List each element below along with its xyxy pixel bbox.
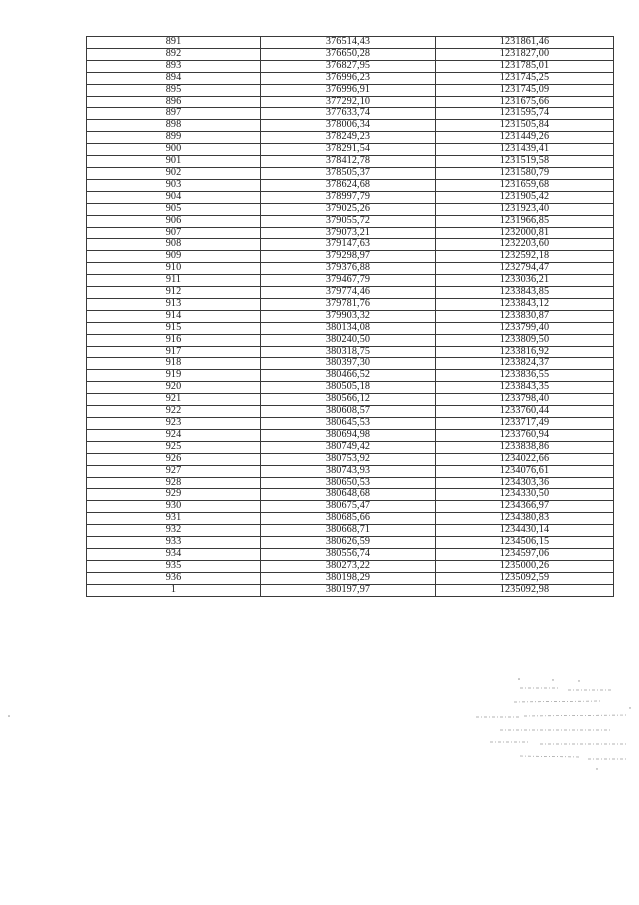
table-row <box>87 489 614 501</box>
x-coordinate-cell: 376514,43 <box>261 37 436 49</box>
x-coordinate-cell: 379025,26 <box>261 203 436 215</box>
x-coordinate-cell: 379376,88 <box>261 263 436 275</box>
table-row <box>87 298 614 310</box>
table-row <box>87 322 614 334</box>
point-number-cell: 900 <box>87 144 261 156</box>
point-number-cell: 928 <box>87 477 261 489</box>
point-number-cell: 919 <box>87 370 261 382</box>
x-coordinate-cell: 377633,74 <box>261 108 436 120</box>
table-row <box>87 370 614 382</box>
table-row <box>87 310 614 322</box>
point-number-cell: 932 <box>87 525 261 537</box>
x-coordinate-cell: 376650,28 <box>261 48 436 60</box>
table-row <box>87 144 614 156</box>
y-coordinate-cell: 1231827,00 <box>436 48 614 60</box>
table-row <box>87 263 614 275</box>
x-coordinate-cell: 376996,91 <box>261 84 436 96</box>
table-row <box>87 477 614 489</box>
table-row <box>87 406 614 418</box>
point-number-cell: 902 <box>87 167 261 179</box>
y-coordinate-cell: 1235092,98 <box>436 584 614 596</box>
table-row <box>87 453 614 465</box>
x-coordinate-cell: 379055,72 <box>261 215 436 227</box>
y-coordinate-cell: 1232592,18 <box>436 251 614 263</box>
table-row <box>87 120 614 132</box>
table-row <box>87 548 614 560</box>
y-coordinate-cell: 1233036,21 <box>436 275 614 287</box>
y-coordinate-cell: 1234506,15 <box>436 537 614 549</box>
y-coordinate-cell: 1234597,06 <box>436 548 614 560</box>
y-coordinate-cell: 1233843,35 <box>436 382 614 394</box>
x-coordinate-cell: 378412,78 <box>261 156 436 168</box>
point-number-cell: 896 <box>87 96 261 108</box>
x-coordinate-cell: 380626,59 <box>261 537 436 549</box>
table-row <box>87 203 614 215</box>
table-row <box>87 584 614 596</box>
x-coordinate-cell: 380645,53 <box>261 418 436 430</box>
x-coordinate-cell: 380397,30 <box>261 358 436 370</box>
x-coordinate-cell: 380650,53 <box>261 477 436 489</box>
table-row <box>87 96 614 108</box>
point-number-cell: 920 <box>87 382 261 394</box>
y-coordinate-cell: 1231659,68 <box>436 179 614 191</box>
coordinates-table-body <box>87 37 614 597</box>
point-number-cell: 914 <box>87 310 261 322</box>
table-row <box>87 48 614 60</box>
x-coordinate-cell: 380556,74 <box>261 548 436 560</box>
y-coordinate-cell: 1233838,86 <box>436 441 614 453</box>
table-row <box>87 191 614 203</box>
x-coordinate-cell: 379774,46 <box>261 287 436 299</box>
point-number-cell: 895 <box>87 84 261 96</box>
x-coordinate-cell: 380685,66 <box>261 513 436 525</box>
y-coordinate-cell: 1233824,37 <box>436 358 614 370</box>
table-row <box>87 572 614 584</box>
point-number-cell: 903 <box>87 179 261 191</box>
x-coordinate-cell: 380318,75 <box>261 346 436 358</box>
point-number-cell: 907 <box>87 227 261 239</box>
y-coordinate-cell: 1234330,50 <box>436 489 614 501</box>
y-coordinate-cell: 1233760,94 <box>436 429 614 441</box>
y-coordinate-cell: 1233809,50 <box>436 334 614 346</box>
x-coordinate-cell: 380566,12 <box>261 394 436 406</box>
x-coordinate-cell: 378249,23 <box>261 132 436 144</box>
table-row <box>87 72 614 84</box>
point-number-cell: 933 <box>87 537 261 549</box>
point-number-cell: 931 <box>87 513 261 525</box>
x-coordinate-cell: 380197,97 <box>261 584 436 596</box>
point-number-cell: 910 <box>87 263 261 275</box>
x-coordinate-cell: 378505,37 <box>261 167 436 179</box>
point-number-cell: 929 <box>87 489 261 501</box>
point-number-cell: 891 <box>87 37 261 49</box>
y-coordinate-cell: 1231595,74 <box>436 108 614 120</box>
table-row <box>87 132 614 144</box>
coordinates-table-wrapper <box>86 36 613 597</box>
x-coordinate-cell: 380608,57 <box>261 406 436 418</box>
table-row <box>87 429 614 441</box>
coordinates-table <box>86 36 614 597</box>
y-coordinate-cell: 1233830,87 <box>436 310 614 322</box>
x-coordinate-cell: 379781,76 <box>261 298 436 310</box>
point-number-cell: 894 <box>87 72 261 84</box>
point-number-cell: 1 <box>87 584 261 596</box>
table-row <box>87 84 614 96</box>
point-number-cell: 908 <box>87 239 261 251</box>
y-coordinate-cell: 1233717,49 <box>436 418 614 430</box>
table-row <box>87 37 614 49</box>
point-number-cell: 915 <box>87 322 261 334</box>
x-coordinate-cell: 378997,79 <box>261 191 436 203</box>
y-coordinate-cell: 1233760,44 <box>436 406 614 418</box>
x-coordinate-cell: 380198,29 <box>261 572 436 584</box>
y-coordinate-cell: 1233843,12 <box>436 298 614 310</box>
table-row <box>87 227 614 239</box>
point-number-cell: 925 <box>87 441 261 453</box>
y-coordinate-cell: 1233843,85 <box>436 287 614 299</box>
table-row <box>87 465 614 477</box>
x-coordinate-cell: 380505,18 <box>261 382 436 394</box>
table-row <box>87 394 614 406</box>
point-number-cell: 897 <box>87 108 261 120</box>
y-coordinate-cell: 1231861,46 <box>436 37 614 49</box>
y-coordinate-cell: 1231449,26 <box>436 132 614 144</box>
table-row <box>87 239 614 251</box>
y-coordinate-cell: 1231519,58 <box>436 156 614 168</box>
y-coordinate-cell: 1234022,66 <box>436 453 614 465</box>
table-row <box>87 60 614 72</box>
x-coordinate-cell: 379147,63 <box>261 239 436 251</box>
point-number-cell: 898 <box>87 120 261 132</box>
point-number-cell: 924 <box>87 429 261 441</box>
point-number-cell: 904 <box>87 191 261 203</box>
point-number-cell: 927 <box>87 465 261 477</box>
x-coordinate-cell: 380694,98 <box>261 429 436 441</box>
table-row <box>87 251 614 263</box>
point-number-cell: 899 <box>87 132 261 144</box>
point-number-cell: 893 <box>87 60 261 72</box>
y-coordinate-cell: 1234380,83 <box>436 513 614 525</box>
point-number-cell: 909 <box>87 251 261 263</box>
y-coordinate-cell: 1233798,40 <box>436 394 614 406</box>
table-row <box>87 382 614 394</box>
table-row <box>87 346 614 358</box>
point-number-cell: 921 <box>87 394 261 406</box>
x-coordinate-cell: 378006,34 <box>261 120 436 132</box>
point-number-cell: 923 <box>87 418 261 430</box>
table-row <box>87 441 614 453</box>
y-coordinate-cell: 1231745,09 <box>436 84 614 96</box>
y-coordinate-cell: 1233816,92 <box>436 346 614 358</box>
point-number-cell: 913 <box>87 298 261 310</box>
table-row <box>87 179 614 191</box>
y-coordinate-cell: 1231439,41 <box>436 144 614 156</box>
point-number-cell: 935 <box>87 560 261 572</box>
x-coordinate-cell: 380749,42 <box>261 441 436 453</box>
x-coordinate-cell: 380466,52 <box>261 370 436 382</box>
point-number-cell: 905 <box>87 203 261 215</box>
y-coordinate-cell: 1231905,42 <box>436 191 614 203</box>
x-coordinate-cell: 380675,47 <box>261 501 436 513</box>
point-number-cell: 934 <box>87 548 261 560</box>
x-coordinate-cell: 380743,93 <box>261 465 436 477</box>
point-number-cell: 906 <box>87 215 261 227</box>
y-coordinate-cell: 1231785,01 <box>436 60 614 72</box>
y-coordinate-cell: 1231966,85 <box>436 215 614 227</box>
x-coordinate-cell: 380648,68 <box>261 489 436 501</box>
y-coordinate-cell: 1234430,14 <box>436 525 614 537</box>
y-coordinate-cell: 1235000,26 <box>436 560 614 572</box>
y-coordinate-cell: 1231675,66 <box>436 96 614 108</box>
table-row <box>87 215 614 227</box>
x-coordinate-cell: 380134,08 <box>261 322 436 334</box>
x-coordinate-cell: 377292,10 <box>261 96 436 108</box>
table-row <box>87 167 614 179</box>
point-number-cell: 917 <box>87 346 261 358</box>
x-coordinate-cell: 379298,97 <box>261 251 436 263</box>
point-number-cell: 892 <box>87 48 261 60</box>
y-coordinate-cell: 1231745,25 <box>436 72 614 84</box>
point-number-cell: 930 <box>87 501 261 513</box>
y-coordinate-cell: 1234366,97 <box>436 501 614 513</box>
y-coordinate-cell: 1231580,79 <box>436 167 614 179</box>
x-coordinate-cell: 376996,23 <box>261 72 436 84</box>
point-number-cell: 936 <box>87 572 261 584</box>
table-row <box>87 537 614 549</box>
table-row <box>87 525 614 537</box>
y-coordinate-cell: 1231923,40 <box>436 203 614 215</box>
table-row <box>87 560 614 572</box>
y-coordinate-cell: 1235092,59 <box>436 572 614 584</box>
x-coordinate-cell: 378291,54 <box>261 144 436 156</box>
point-number-cell: 916 <box>87 334 261 346</box>
y-coordinate-cell: 1233836,55 <box>436 370 614 382</box>
table-row <box>87 156 614 168</box>
x-coordinate-cell: 379073,21 <box>261 227 436 239</box>
point-number-cell: 912 <box>87 287 261 299</box>
table-row <box>87 358 614 370</box>
point-number-cell: 911 <box>87 275 261 287</box>
table-row <box>87 275 614 287</box>
x-coordinate-cell: 380668,71 <box>261 525 436 537</box>
y-coordinate-cell: 1232794,47 <box>436 263 614 275</box>
y-coordinate-cell: 1232000,81 <box>436 227 614 239</box>
x-coordinate-cell: 380240,50 <box>261 334 436 346</box>
x-coordinate-cell: 379467,79 <box>261 275 436 287</box>
x-coordinate-cell: 380273,22 <box>261 560 436 572</box>
y-coordinate-cell: 1231505,84 <box>436 120 614 132</box>
x-coordinate-cell: 380753,92 <box>261 453 436 465</box>
table-row <box>87 418 614 430</box>
table-row <box>87 108 614 120</box>
x-coordinate-cell: 378624,68 <box>261 179 436 191</box>
table-row <box>87 513 614 525</box>
point-number-cell: 901 <box>87 156 261 168</box>
point-number-cell: 926 <box>87 453 261 465</box>
x-coordinate-cell: 376827,95 <box>261 60 436 72</box>
y-coordinate-cell: 1234076,61 <box>436 465 614 477</box>
table-row <box>87 334 614 346</box>
table-row <box>87 287 614 299</box>
y-coordinate-cell: 1234303,36 <box>436 477 614 489</box>
point-number-cell: 918 <box>87 358 261 370</box>
y-coordinate-cell: 1232203,60 <box>436 239 614 251</box>
table-row <box>87 501 614 513</box>
x-coordinate-cell: 379903,32 <box>261 310 436 322</box>
y-coordinate-cell: 1233799,40 <box>436 322 614 334</box>
point-number-cell: 922 <box>87 406 261 418</box>
